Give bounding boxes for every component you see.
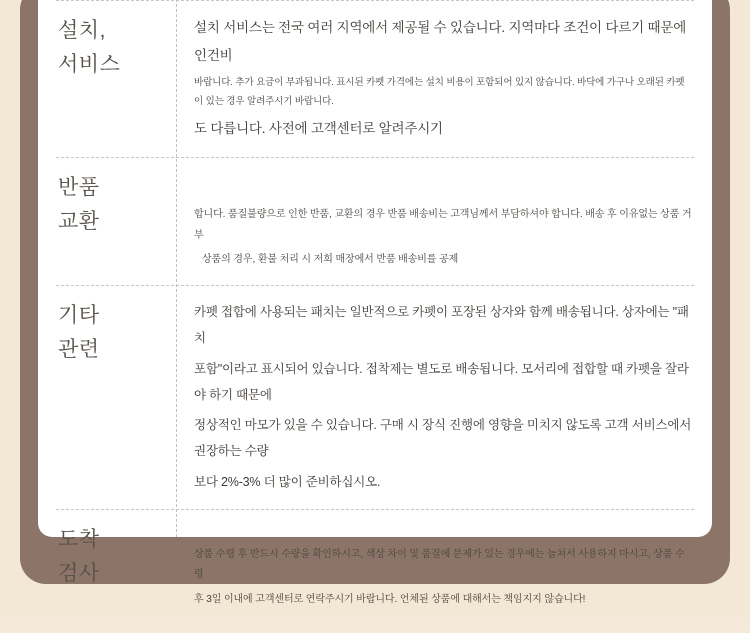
- row-label-line: 교환: [58, 210, 100, 234]
- row-label-line: 반품: [58, 176, 100, 200]
- row-label-arrival: [38, 509, 176, 591]
- row-text: 후 3일 이내에 고객센터로 연락주시기 바랍니다. 언체된 상품에 대해서는 책임지지 않습니다!: [194, 593, 586, 605]
- table-row-arrival: [38, 509, 712, 633]
- row-label-line: 도착: [58, 527, 100, 551]
- row-text: 포함"이라고 표시되어 있습니다. 접착제는 별도로 배송됩니다. 모서리에 접합할 때 카펫을 잘라야 하기 때문에: [194, 361, 689, 402]
- row-label-line: 검사: [58, 561, 100, 585]
- row-label-line: 기타: [58, 304, 100, 328]
- row-text: 정상적인 마모가 있을 수 있습니다. 구매 시 장식 진행에 영향을 미치지 않도록 고객 서비스에서 권장하는 수량: [194, 418, 692, 459]
- row-text: 상품 수령 후 반드시 수량을 확인하시고, 색상 차이 및 품질에 문제가 있는 경우에는 늘쳐서 사용하지 마시고, 상품 수령: [194, 548, 685, 581]
- row-label-install: [38, 0, 176, 82]
- row-text: 카펫 접합에 사용되는 패치는 일반적으로 카펫이 포장된 상자와 함께 배송됩니다. 상자에는 "패치: [194, 305, 689, 346]
- info-table: [38, 0, 712, 633]
- row-text: 도 다릅니다. 사전에 고객센터로 알려주시기: [194, 121, 443, 137]
- row-label-etc: [38, 285, 176, 367]
- row-label-return: [38, 157, 176, 239]
- table-row-install: [38, 0, 712, 157]
- content-card: [38, 0, 712, 605]
- table-row-etc: [38, 285, 712, 509]
- row-body-return: [176, 157, 712, 285]
- row-label-line: 관련: [58, 338, 100, 362]
- row-divider: [56, 509, 694, 510]
- row-text: 보다 2%-3% 더 많이 준비하십시오.: [194, 474, 381, 489]
- row-divider: [56, 285, 694, 286]
- row-body-install: [176, 0, 712, 157]
- row-text: 합니다. 품질불량으로 인한 반품, 교환의 경우 반품 배송비는 고객님께서 부담하셔야 합니다. 배송 후 이유없는 상품 거부: [194, 209, 692, 241]
- row-body-arrival: [176, 509, 712, 625]
- row-text: 상품의 경우, 환불 처리 시 저희 매장에서 반품 배송비를 공제: [202, 254, 459, 266]
- row-divider: [56, 0, 694, 1]
- row-divider: [56, 157, 694, 158]
- row-text: 설치 서비스는 전국 여러 지역에서 제공될 수 있습니다. 지역마다 조건이 다르기 때문에 인건비: [194, 20, 687, 63]
- row-label-line: 서비스: [58, 53, 121, 77]
- row-body-etc: [176, 285, 712, 509]
- row-label-line: 설치,: [58, 19, 106, 42]
- table-row-return: [38, 157, 712, 285]
- row-text-fineprint: 바랍니다. 추가 요금이 부과됩니다. 표시된 카펫 가격에는 설치 비용이 포함되어 있지 않습니다. 바닥에 가구나 오래된 카펫이 있는 경우 알려주시기 바랍니다.: [194, 77, 685, 108]
